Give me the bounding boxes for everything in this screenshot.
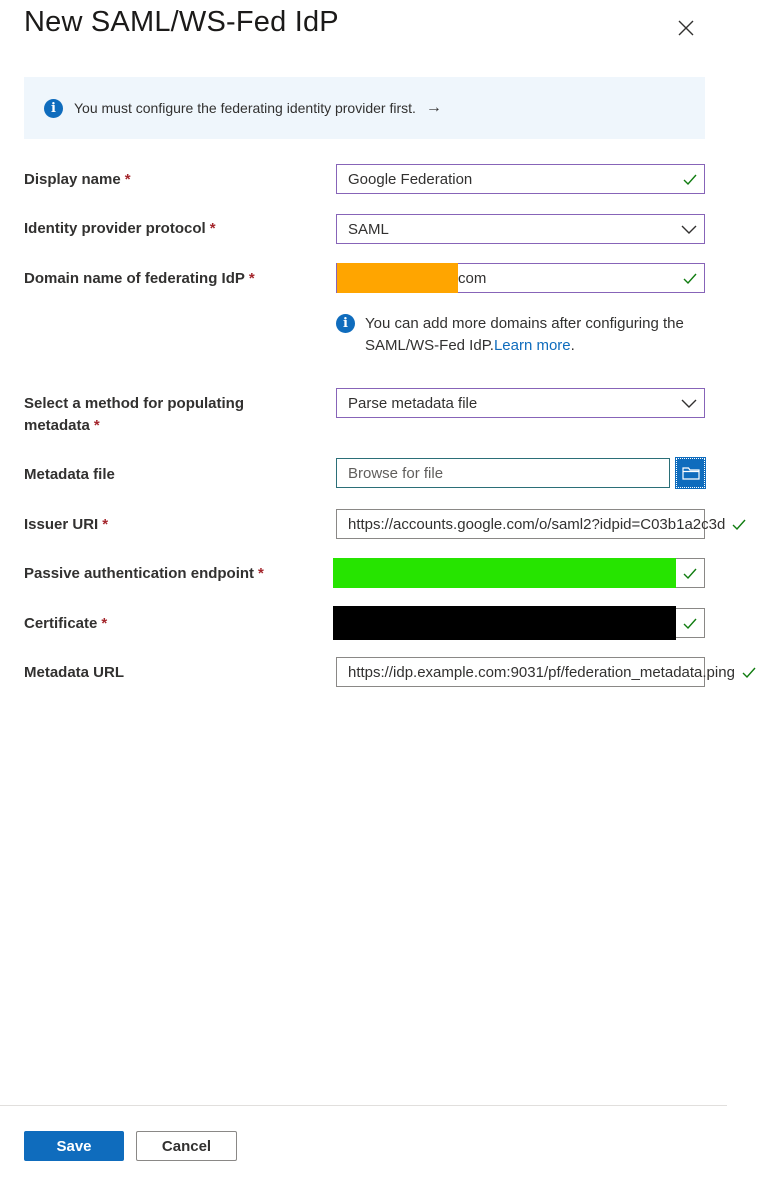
metadata-url-input[interactable]: https://idp.example.com:9031/pf/federation_metadata.ping — [336, 657, 705, 687]
learn-more-link[interactable]: Learn more — [493, 337, 571, 354]
checkmark-icon — [725, 519, 753, 530]
domain-label: Domain name of federating IdP * — [24, 270, 255, 287]
method-label: Select a method for populating metadata * — [24, 395, 245, 434]
required-mark: * — [248, 270, 255, 287]
footer-divider — [0, 1105, 727, 1106]
domain-note: i You can add more domains after configuring the SAML/WS-Fed IdP.Learn more. — [336, 313, 706, 357]
redacted-certificate — [333, 606, 676, 640]
issuer-uri-label: Issuer URI * — [24, 516, 109, 533]
required-mark: * — [209, 220, 216, 237]
browse-file-button[interactable] — [676, 458, 705, 488]
checkmark-icon — [676, 174, 704, 185]
info-banner[interactable] — [24, 77, 705, 139]
chevron-down-icon — [674, 225, 704, 234]
info-icon: i — [336, 314, 355, 333]
metadata-file-input[interactable]: Browse for file — [336, 458, 670, 488]
required-mark: * — [101, 615, 108, 632]
issuer-uri-input[interactable]: https://accounts.google.com/o/saml2?idpid=C03b1a2c3d — [336, 509, 705, 539]
metadata-url-label: Metadata URL — [24, 664, 125, 681]
required-mark: * — [93, 417, 100, 434]
protocol-dropdown[interactable]: SAML — [336, 214, 705, 244]
redacted-domain — [337, 263, 458, 293]
protocol-label: Identity provider protocol * — [24, 220, 216, 237]
display-name-label: Display name * — [24, 171, 131, 188]
save-button[interactable]: Save — [24, 1131, 124, 1161]
chevron-down-icon — [674, 399, 704, 408]
folder-icon — [682, 466, 700, 480]
domain-input[interactable]: com — [336, 263, 705, 293]
close-icon — [678, 20, 694, 36]
checkmark-icon — [676, 568, 704, 579]
metadata-file-label: Metadata file — [24, 466, 115, 483]
redacted-endpoint — [333, 558, 676, 588]
banner-text: You must configure the federating identity provider first. — [74, 100, 416, 116]
panel-title: New SAML/WS-Fed IdP — [24, 6, 339, 38]
required-mark: * — [124, 171, 131, 188]
info-icon: i — [44, 99, 63, 118]
display-name-input[interactable]: Google Federation — [336, 164, 705, 194]
checkmark-icon — [676, 618, 704, 629]
required-mark: * — [258, 565, 264, 582]
checkmark-icon — [676, 273, 704, 284]
arrow-right-icon: → — [425, 99, 442, 116]
required-mark: * — [102, 516, 109, 533]
method-dropdown[interactable]: Parse metadata file — [336, 388, 705, 418]
cancel-button[interactable]: Cancel — [136, 1131, 237, 1161]
certificate-label: Certificate * — [24, 615, 108, 632]
passive-endpoint-label: Passive authentication endpoint * — [24, 565, 264, 582]
close-button[interactable] — [672, 14, 700, 42]
checkmark-icon — [735, 667, 763, 678]
